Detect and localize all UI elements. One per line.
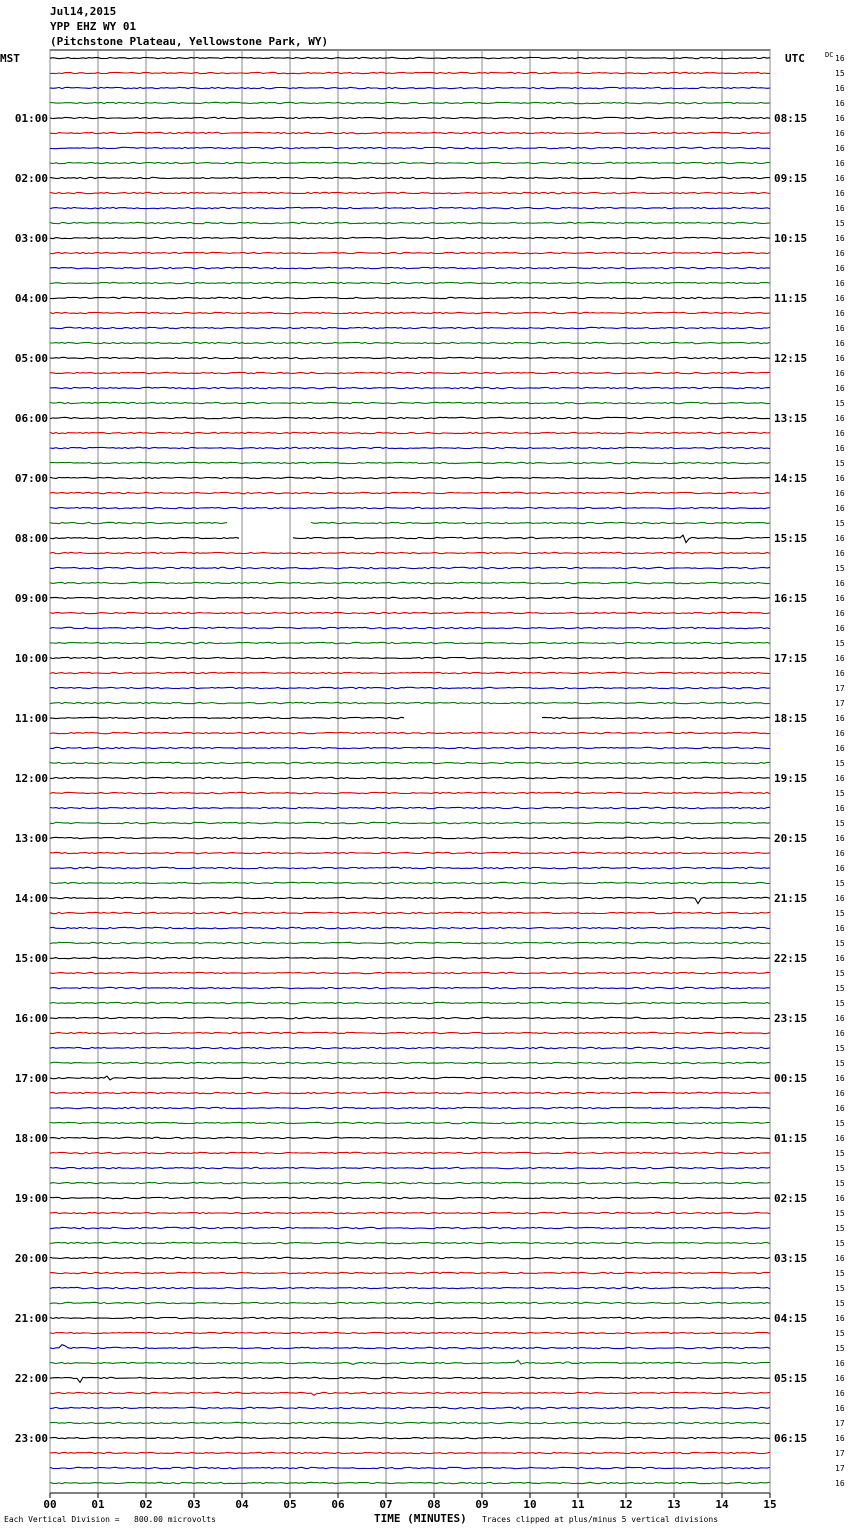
dc-offset-label: 16 [835, 84, 845, 93]
dc-offset-label: 16 [835, 279, 845, 288]
trace-line [50, 1332, 770, 1333]
left-hour-label: 01:00 [14, 112, 48, 125]
x-tick-label: 10 [523, 1498, 537, 1511]
trace-line [50, 192, 770, 193]
trace-line [50, 552, 770, 553]
dc-offset-label: 15 [835, 1329, 845, 1338]
x-tick-label: 06 [331, 1498, 345, 1511]
dc-offset-label: 16 [835, 354, 845, 363]
right-hour-label: 16:15 [774, 592, 808, 605]
x-tick-label: 13 [667, 1498, 681, 1511]
dc-offset-label: 16 [835, 1089, 845, 1098]
trace-line [50, 762, 770, 763]
trace-line [50, 942, 770, 943]
trace-line [50, 882, 770, 883]
dc-offset-label: 15 [835, 459, 845, 468]
trace-line [50, 522, 770, 523]
dc-offset-label: 17 [835, 1449, 845, 1458]
dc-offset-label: 16 [835, 474, 845, 483]
dc-offset-label: 15 [835, 1344, 845, 1353]
left-hour-label: 13:00 [14, 832, 48, 845]
left-hour-label: 10:00 [14, 652, 48, 665]
left-hour-label: 06:00 [14, 412, 48, 425]
trace-line [50, 1092, 770, 1093]
left-hour-label: 07:00 [14, 472, 48, 485]
trace-line [50, 867, 770, 868]
right-hour-label: 21:15 [774, 892, 808, 905]
trace-line [50, 327, 770, 328]
right-hour-label: 10:15 [774, 232, 808, 245]
trace-line [50, 207, 770, 208]
right-hour-label: 15:15 [774, 532, 808, 545]
trace-line [50, 1032, 770, 1033]
dc-offset-label: 15 [835, 1299, 845, 1308]
left-hour-label: 19:00 [14, 1192, 48, 1205]
dc-offset-label: 16 [835, 669, 845, 678]
dc-offset-label: 16 [835, 1359, 845, 1368]
dc-offset-label: 16 [835, 1479, 845, 1488]
x-tick-label: 05 [283, 1498, 297, 1511]
dc-offset-label: 17 [835, 684, 845, 693]
dc-offset-label: 16 [835, 189, 845, 198]
trace-line [50, 1076, 770, 1080]
dc-offset-label: 15 [835, 1149, 845, 1158]
trace-line [50, 777, 770, 778]
trace-line [50, 1227, 770, 1228]
dc-offset-label: 17 [835, 1464, 845, 1473]
dc-offset-label: 16 [835, 414, 845, 423]
trace-line [50, 1467, 770, 1468]
dc-offset-label: 15 [835, 1224, 845, 1233]
dc-offset-label: 15 [835, 564, 845, 573]
trace-line [50, 702, 770, 703]
right-hour-label: 02:15 [774, 1192, 808, 1205]
dc-header-label: DC [825, 51, 834, 59]
dc-offset-label: 15 [835, 1044, 845, 1053]
trace-line [50, 672, 770, 673]
dc-offset-label: 16 [835, 774, 845, 783]
dc-offset-label: 16 [835, 99, 845, 108]
trace-line [50, 582, 770, 583]
dc-offset-label: 16 [835, 309, 845, 318]
dc-offset-label: 16 [835, 129, 845, 138]
dc-offset-label: 16 [835, 549, 845, 558]
trace-line [50, 177, 770, 178]
right-hour-label: 17:15 [774, 652, 808, 665]
dc-offset-label: 15 [835, 789, 845, 798]
dc-offset-label: 15 [835, 219, 845, 228]
trace-line [50, 87, 770, 88]
dc-offset-label: 16 [835, 804, 845, 813]
right-hour-label: 13:15 [774, 412, 808, 425]
trace-line [50, 732, 770, 733]
dc-offset-label: 15 [835, 909, 845, 918]
station-label: YPP EHZ WY 01 [50, 20, 137, 33]
x-tick-label: 02 [139, 1498, 153, 1511]
dc-offset-label: 16 [835, 369, 845, 378]
right-hour-label: 14:15 [774, 472, 808, 485]
trace-line [50, 1242, 770, 1243]
trace-line [50, 1482, 770, 1483]
dc-offset-label: 15 [835, 1119, 845, 1128]
left-timezone-label: MST [0, 52, 20, 65]
trace-line [50, 822, 770, 823]
trace-line [50, 342, 770, 343]
dc-offset-label: 16 [835, 429, 845, 438]
trace-line [50, 387, 770, 388]
trace-line [50, 222, 770, 223]
dc-offset-label: 16 [835, 924, 845, 933]
dc-offset-label: 15 [835, 1239, 845, 1248]
dc-offset-label: 15 [835, 879, 845, 888]
trace-line [50, 1017, 770, 1018]
trace-line [50, 102, 770, 103]
trace-line [50, 267, 770, 268]
trace-line [50, 162, 770, 163]
dc-offset-label: 16 [835, 609, 845, 618]
dc-offset-label: 15 [835, 1059, 845, 1068]
trace-line [50, 1002, 770, 1003]
right-hour-label: 23:15 [774, 1012, 808, 1025]
trace-line [50, 372, 770, 373]
left-hour-label: 04:00 [14, 292, 48, 305]
trace-line [50, 1302, 770, 1303]
dc-offset-label: 15 [835, 819, 845, 828]
trace-line [50, 1062, 770, 1063]
trace-line [50, 837, 770, 838]
x-tick-label: 15 [763, 1498, 777, 1511]
right-hour-label: 06:15 [774, 1432, 808, 1445]
dc-offset-label: 16 [835, 714, 845, 723]
trace-line [50, 1137, 770, 1138]
right-hour-label: 19:15 [774, 772, 808, 785]
right-hour-label: 18:15 [774, 712, 808, 725]
trace-line [50, 147, 770, 148]
trace-line [50, 1437, 770, 1438]
trace-line [50, 1257, 770, 1258]
right-hour-label: 09:15 [774, 172, 808, 185]
trace-line [50, 897, 770, 903]
trace-line [50, 1167, 770, 1168]
left-hour-label: 18:00 [14, 1132, 48, 1145]
dc-offset-label: 16 [835, 294, 845, 303]
dc-offset-label: 15 [835, 969, 845, 978]
dc-offset-label: 16 [835, 504, 845, 513]
left-hour-label: 23:00 [14, 1432, 48, 1445]
dc-offset-label: 15 [835, 939, 845, 948]
dc-offset-label: 16 [835, 579, 845, 588]
dc-offset-label: 15 [835, 1164, 845, 1173]
trace-line [50, 132, 770, 133]
trace-line [50, 1152, 770, 1153]
trace-line [50, 1107, 770, 1108]
dc-offset-label: 16 [835, 849, 845, 858]
trace-line [50, 237, 770, 238]
right-hour-label: 22:15 [774, 952, 808, 965]
trace-line [50, 567, 770, 568]
trace-line [50, 432, 770, 433]
trace-line [50, 1377, 770, 1382]
dc-offset-label: 17 [835, 1419, 845, 1428]
trace-line [50, 57, 770, 58]
left-hour-label: 17:00 [14, 1072, 48, 1085]
right-hour-label: 11:15 [774, 292, 808, 305]
dc-offset-label: 16 [835, 729, 845, 738]
x-tick-label: 07 [379, 1498, 393, 1511]
dc-offset-label: 16 [835, 1434, 845, 1443]
dc-offset-label: 16 [835, 864, 845, 873]
trace-line [50, 402, 770, 403]
dc-offset-label: 16 [835, 894, 845, 903]
dc-offset-label: 16 [835, 339, 845, 348]
trace-line [50, 507, 770, 508]
dc-offset-label: 16 [835, 114, 845, 123]
dc-offset-label: 16 [835, 174, 845, 183]
trace-line [50, 912, 770, 913]
x-tick-label: 00 [43, 1498, 57, 1511]
dc-offset-label: 16 [835, 234, 845, 243]
dc-offset-label: 16 [835, 1194, 845, 1203]
dc-offset-label: 16 [835, 324, 845, 333]
left-hour-label: 20:00 [14, 1252, 48, 1265]
left-hour-label: 09:00 [14, 592, 48, 605]
x-tick-label: 08 [427, 1498, 441, 1511]
dc-offset-label: 16 [835, 264, 845, 273]
dc-offset-label: 15 [835, 999, 845, 1008]
left-hour-label: 03:00 [14, 232, 48, 245]
dc-offset-label: 16 [835, 204, 845, 213]
trace-line [50, 1047, 770, 1048]
scale-note: Each Vertical Division = 800.00 microvolts [4, 1515, 216, 1524]
right-hour-label: 04:15 [774, 1312, 808, 1325]
dc-offset-label: 16 [835, 1074, 845, 1083]
dc-offset-label: 16 [835, 384, 845, 393]
left-hour-label: 12:00 [14, 772, 48, 785]
dc-offset-label: 15 [835, 639, 845, 648]
dc-offset-label: 15 [835, 1179, 845, 1188]
left-hour-label: 14:00 [14, 892, 48, 905]
dc-offset-label: 15 [835, 1284, 845, 1293]
dc-offset-label: 15 [835, 984, 845, 993]
trace-line [50, 447, 770, 448]
clip-note: Traces clipped at plus/minus 5 vertical divisions [482, 1515, 719, 1524]
trace-line [50, 987, 770, 988]
trace-line [50, 612, 770, 613]
trace-line [50, 1407, 770, 1409]
right-hour-label: 08:15 [774, 112, 808, 125]
dc-offset-label: 16 [835, 1389, 845, 1398]
trace-line [50, 1422, 770, 1423]
right-hour-label: 00:15 [774, 1072, 808, 1085]
dc-offset-label: 16 [835, 1134, 845, 1143]
trace-line [50, 927, 770, 928]
dc-offset-label: 16 [835, 144, 845, 153]
right-hour-label: 03:15 [774, 1252, 808, 1265]
trace-line [50, 627, 770, 628]
trace-line [50, 1360, 770, 1364]
trace-line [50, 1392, 770, 1395]
trace-line [50, 117, 770, 118]
dc-offset-label: 16 [835, 444, 845, 453]
left-hour-label: 21:00 [14, 1312, 48, 1325]
dc-offset-label: 15 [835, 519, 845, 528]
trace-line [50, 492, 770, 493]
x-tick-label: 14 [715, 1498, 729, 1511]
right-hour-label: 05:15 [774, 1372, 808, 1385]
left-hour-label: 16:00 [14, 1012, 48, 1025]
trace-line [50, 417, 770, 418]
x-tick-label: 09 [475, 1498, 489, 1511]
dc-offset-label: 16 [835, 534, 845, 543]
left-hour-label: 08:00 [14, 532, 48, 545]
x-tick-label: 03 [187, 1498, 201, 1511]
dc-offset-label: 16 [835, 954, 845, 963]
trace-line [50, 747, 770, 748]
left-hour-label: 15:00 [14, 952, 48, 965]
trace-line [50, 1345, 770, 1349]
dc-offset-label: 16 [835, 1029, 845, 1038]
trace-line [50, 1197, 770, 1198]
dc-offset-label: 15 [835, 69, 845, 78]
dc-offset-label: 16 [835, 1254, 845, 1263]
dc-offset-label: 16 [835, 744, 845, 753]
dc-offset-label: 16 [835, 1104, 845, 1113]
trace-line [50, 1317, 770, 1318]
right-hour-label: 01:15 [774, 1132, 808, 1145]
trace-line [50, 72, 770, 73]
x-tick-label: 12 [619, 1498, 633, 1511]
trace-line [50, 477, 770, 478]
trace-line [50, 657, 770, 658]
left-hour-label: 05:00 [14, 352, 48, 365]
dc-offset-label: 16 [835, 594, 845, 603]
trace-line [50, 1272, 770, 1273]
x-axis-label: TIME (MINUTES) [374, 1512, 467, 1525]
left-hour-label: 02:00 [14, 172, 48, 185]
trace-line [50, 1287, 770, 1288]
left-hour-label: 11:00 [14, 712, 48, 725]
dc-offset-label: 16 [835, 1314, 845, 1323]
trace-line [50, 972, 770, 973]
right-timezone-label: UTC [785, 52, 805, 65]
trace-line [50, 297, 770, 298]
dc-offset-label: 15 [835, 1269, 845, 1278]
dc-offset-label: 16 [835, 489, 845, 498]
dc-offset-label: 16 [835, 1404, 845, 1413]
trace-line [50, 462, 770, 463]
dc-offset-label: 16 [835, 624, 845, 633]
right-hour-label: 12:15 [774, 352, 808, 365]
right-hour-label: 20:15 [774, 832, 808, 845]
dc-offset-label: 16 [835, 1014, 845, 1023]
dc-offset-label: 16 [835, 1374, 845, 1383]
dc-offset-label: 16 [835, 249, 845, 258]
trace-line [50, 312, 770, 313]
left-hour-label: 22:00 [14, 1372, 48, 1385]
trace-line [50, 807, 770, 808]
trace-line [50, 252, 770, 253]
x-tick-label: 01 [91, 1498, 105, 1511]
trace-line [50, 1122, 770, 1123]
date-label: Jul14,2015 [50, 5, 117, 18]
plot-frame [50, 50, 770, 1493]
x-tick-label: 11 [571, 1498, 585, 1511]
trace-line [50, 357, 770, 358]
trace-line [50, 597, 770, 598]
trace-line [50, 687, 770, 688]
trace-line [50, 642, 770, 643]
trace-line [50, 792, 770, 793]
dc-offset-label: 16 [835, 834, 845, 843]
dc-offset-label: 15 [835, 1209, 845, 1218]
trace-line [50, 852, 770, 853]
dc-offset-label: 17 [835, 699, 845, 708]
trace-line [50, 1182, 770, 1183]
trace-line [50, 282, 770, 283]
dc-offset-label: 16 [835, 54, 845, 63]
trace-line [50, 535, 770, 543]
trace-line [50, 957, 770, 958]
x-tick-label: 04 [235, 1498, 249, 1511]
trace-line [50, 1452, 770, 1453]
dc-offset-label: 15 [835, 759, 845, 768]
dc-offset-label: 16 [835, 654, 845, 663]
trace-line [50, 1212, 770, 1213]
dc-offset-label: 16 [835, 159, 845, 168]
trace-line [50, 717, 770, 718]
location-label: (Pitchstone Plateau, Yellowstone Park, WY) [50, 35, 329, 48]
dc-offset-label: 15 [835, 399, 845, 408]
